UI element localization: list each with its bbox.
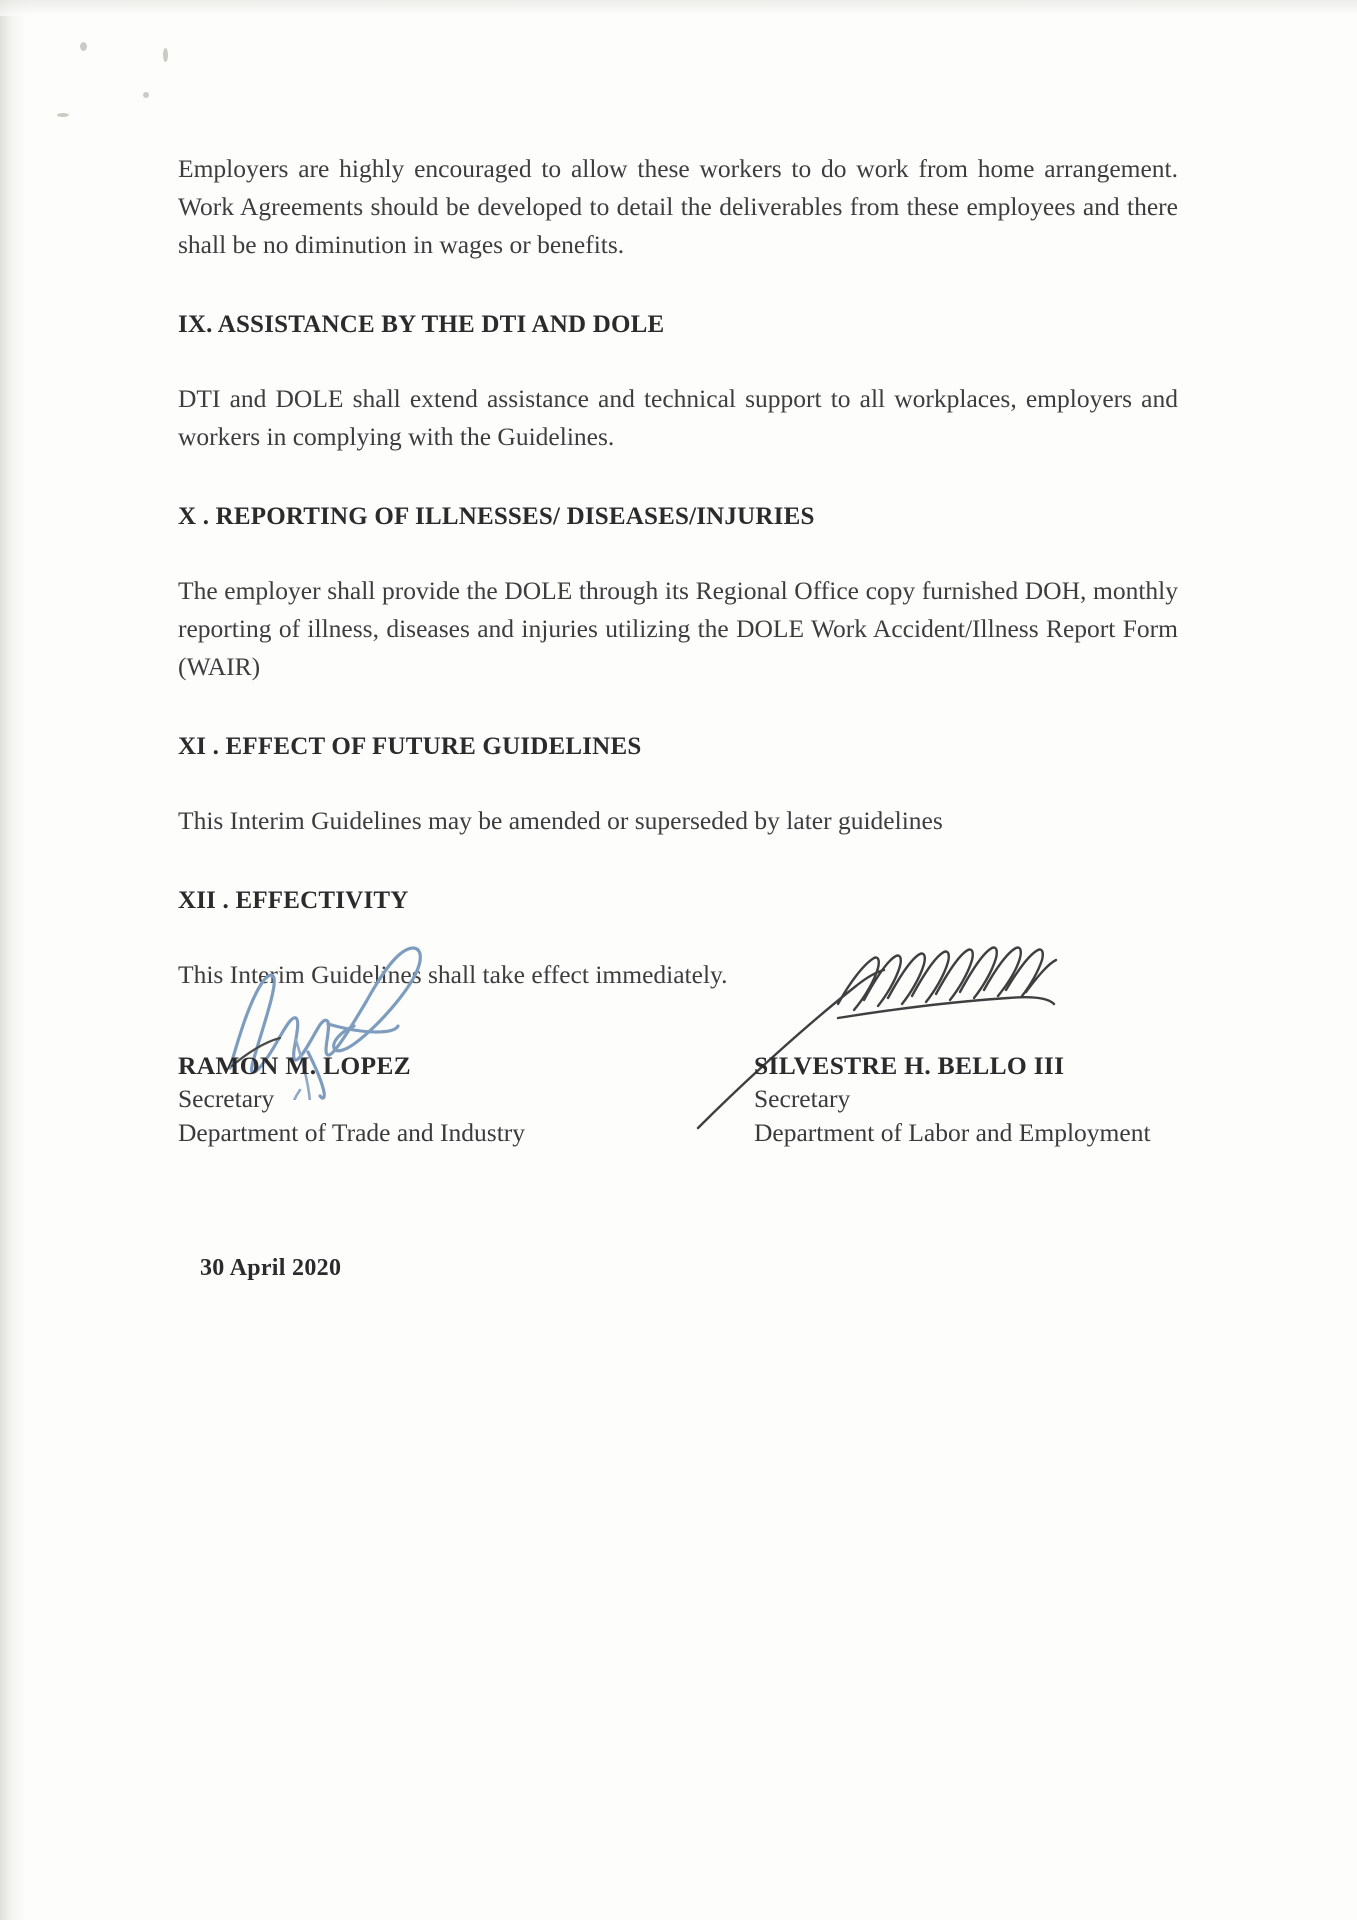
section-paragraph-xi: This Interim Guidelines may be amended or superseded by later guidelines — [178, 806, 943, 835]
signature-area — [178, 960, 1188, 1220]
signatory-block-silvestre-bello — [754, 1050, 1151, 1150]
spacer — [178, 264, 1178, 308]
scan-artifact-speck — [57, 113, 69, 117]
scan-artifact-speck — [143, 92, 149, 98]
signatory-name: RAMON M. LOPEZ — [178, 1051, 411, 1080]
spacer — [178, 918, 1178, 956]
signatory-title: Secretary — [754, 1084, 851, 1113]
scan-artifact-speck — [80, 42, 87, 51]
section-paragraph-ix: DTI and DOLE shall extend assistance and technical support to all workplaces, employers and workers in complying with the Guidelines. — [178, 384, 1178, 451]
spacer — [178, 686, 1178, 730]
spacer — [178, 342, 1178, 380]
section-heading-ix: IX. ASSISTANCE BY THE DTI AND DOLE — [178, 311, 665, 338]
spacer — [178, 456, 1178, 500]
section-paragraph-xii: This Interim Guidelines shall take effect immediately. — [178, 960, 728, 989]
section-paragraph-x: The employer shall provide the DOLE through its Regional Office copy furnished DOH, monthly reporting of illness, diseases and injuries utilizing the DOLE Work Accident/Illness Report Form (WAIR) — [178, 576, 1178, 681]
scan-artifact-speck — [163, 48, 168, 62]
scan-edge-shadow-left — [0, 0, 26, 1920]
intro-paragraph: Employers are highly encouraged to allow these workers to do work from home arrangement. Work Agreements should be developed to detail the deliverables from these employees and there shall be no diminution in wages or benefits. — [178, 154, 1178, 259]
signatory-department: Department of Labor and Employment — [754, 1118, 1151, 1147]
section-heading-x: X . REPORTING OF ILLNESSES/ DISEASES/INJURIES — [178, 503, 815, 530]
signatory-title: Secretary — [178, 1084, 275, 1113]
spacer — [178, 840, 1178, 884]
spacer — [178, 534, 1178, 572]
document-body — [178, 150, 1178, 994]
section-heading-xi: XI . EFFECT OF FUTURE GUIDELINES — [178, 733, 642, 760]
section-heading-xii: XII . EFFECTIVITY — [178, 887, 409, 914]
spacer — [178, 764, 1178, 802]
document-date: 30 April 2020 — [200, 1255, 342, 1281]
signatory-block-ramon-lopez — [178, 1050, 525, 1150]
signatory-department: Department of Trade and Industry — [178, 1118, 526, 1147]
signatory-name: SILVESTRE H. BELLO III — [754, 1051, 1065, 1080]
scan-edge-shadow-top — [0, 0, 1357, 16]
